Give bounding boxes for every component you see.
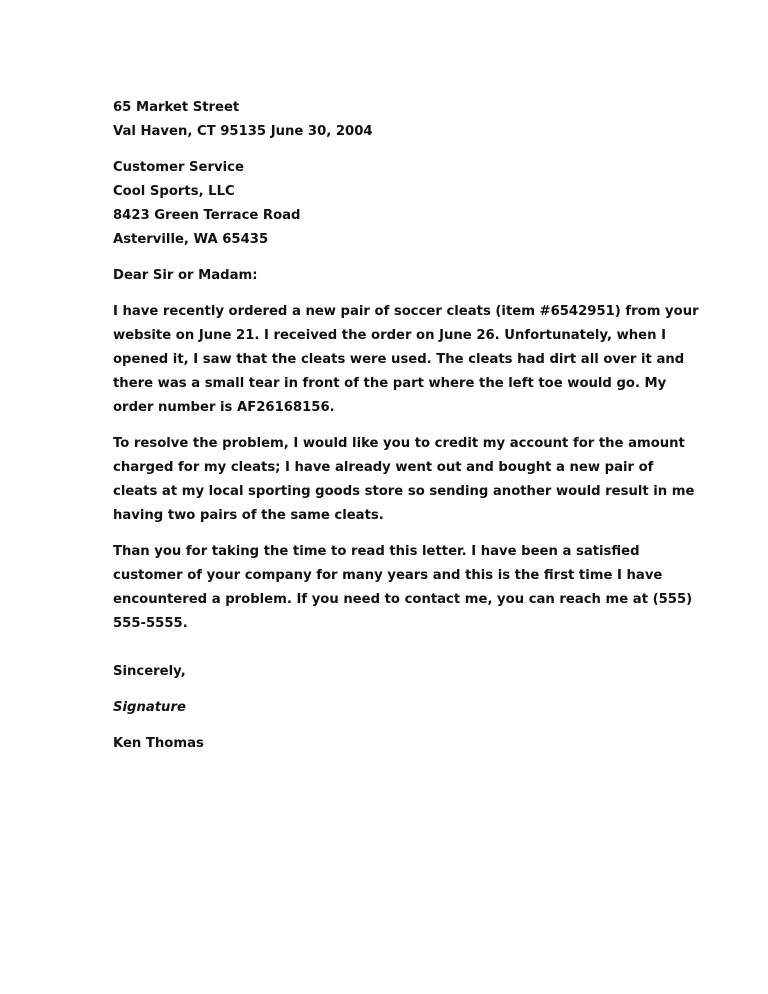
sender-name-text: Ken Thomas [113, 736, 204, 751]
recipient-city: Asterville, WA 65435 [113, 232, 269, 247]
body-paragraph-1 [113, 300, 699, 420]
body-paragraph-2 [113, 432, 695, 528]
body-paragraph-3 [113, 540, 693, 636]
salutation [113, 264, 683, 288]
recipient-department: Customer Service [113, 160, 244, 175]
sender-address [113, 96, 683, 144]
recipient-street: 8423 Green Terrace Road [113, 208, 301, 223]
paragraph-line: opened it, I saw that the cleats were used. The cleats had dirt all over it and [113, 352, 685, 367]
paragraph-line: there was a small tear in front of the part where the left toe would go. My [113, 376, 667, 391]
paragraph-line: charged for my cleats; I have already went out and bought a new pair of [113, 460, 654, 475]
sender-city-date: Val Haven, CT 95135 June 30, 2004 [113, 124, 373, 139]
signature [113, 696, 683, 720]
paragraph-line: 555-5555. [113, 616, 188, 631]
paragraph-line: encountered a problem. If you need to contact me, you can reach me at (555) [113, 592, 693, 607]
paragraph-line: website on June 21. I received the order on June 26. Unfortunately, when I [113, 328, 666, 343]
paragraph-line: customer of your company for many years and this is the first time I have [113, 568, 663, 583]
sender-name [113, 732, 683, 756]
paragraph-line: cleats at my local sporting goods store so sending another would result in me [113, 484, 695, 499]
paragraph-line: I have recently ordered a new pair of soccer cleats (item #6542951) from your [113, 304, 699, 319]
recipient-company: Cool Sports, LLC [113, 184, 235, 199]
recipient-address [113, 156, 683, 252]
closing [113, 660, 683, 684]
paragraph-line: Than you for taking the time to read this letter. I have been a satisfied [113, 544, 640, 559]
paragraph-line: To resolve the problem, I would like you to credit my account for the amount [113, 436, 685, 451]
letter-body [113, 96, 699, 756]
salutation-text: Dear Sir or Madam: [113, 268, 258, 283]
signature-text: Signature [113, 700, 186, 715]
closing-text: Sincerely, [113, 664, 186, 679]
sender-street: 65 Market Street [113, 100, 240, 115]
paragraph-line: order number is AF26168156. [113, 400, 335, 415]
paragraph-line: having two pairs of the same cleats. [113, 508, 384, 523]
